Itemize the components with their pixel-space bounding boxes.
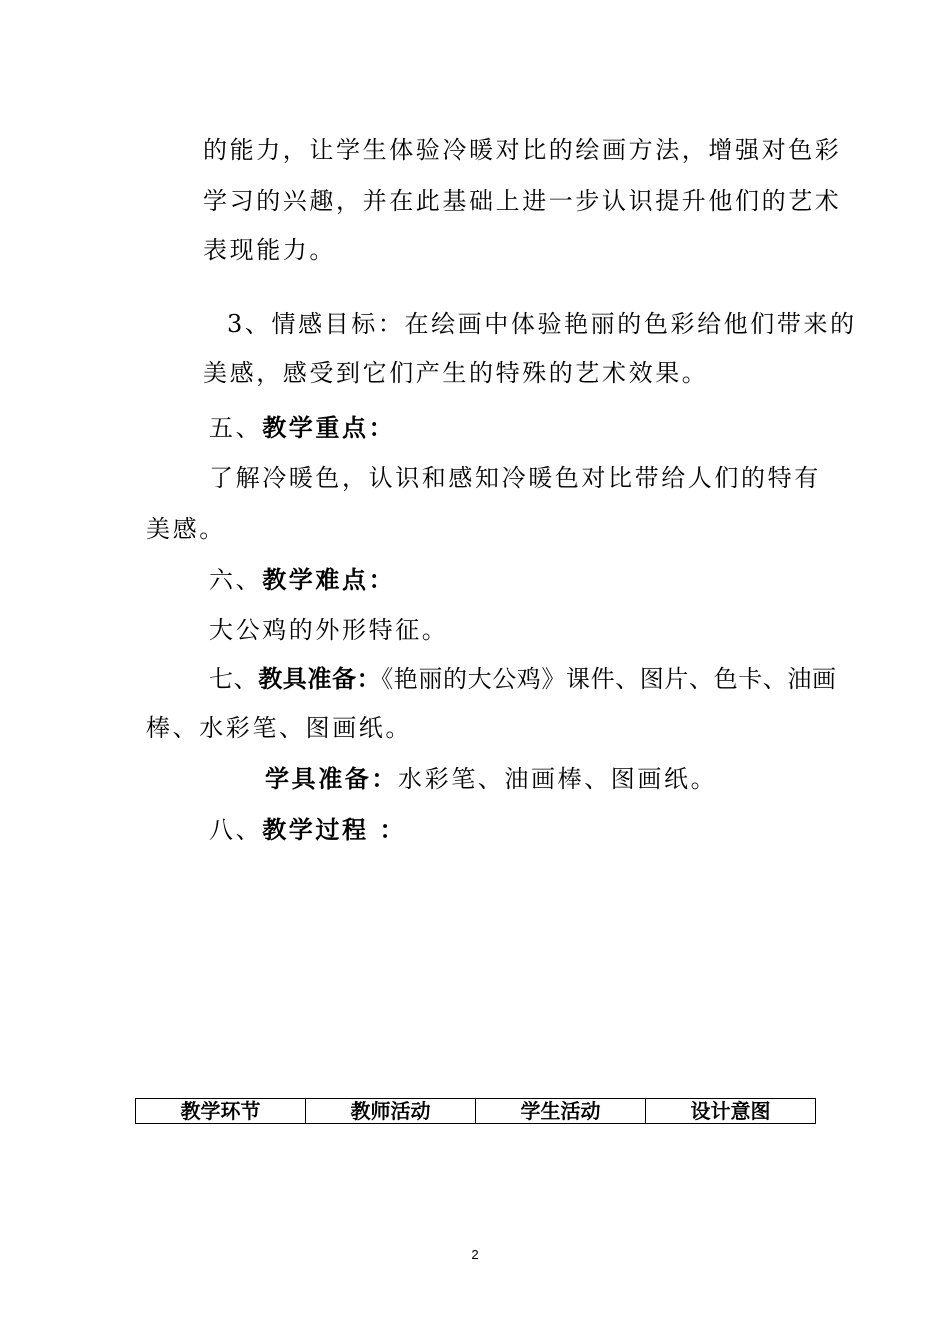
section-number: 七、: [209, 665, 259, 693]
difficulties-line-1: 大公鸡的外形特征。: [209, 616, 449, 644]
teaching-aids-line-1: [209, 664, 837, 694]
emotion-goal-line-2: 美感，感受到它们产生的特殊的艺术效果。: [203, 359, 709, 387]
section-number: 五、: [209, 414, 263, 442]
section-title: 教学难点：: [262, 565, 396, 594]
table-header-cell: 教师活动: [306, 1099, 476, 1124]
ability-line-1: 的能力，让学生体验冷暖对比的绘画方法，增强对色彩: [203, 136, 842, 164]
key-points-line-2: 美感。: [146, 515, 226, 543]
table-header-cell: 教学环节: [136, 1099, 306, 1124]
section-title: 教学重点：: [262, 413, 396, 442]
teaching-aids-text: 《艳丽的大公鸡》课件、图片、色卡、油画: [381, 665, 837, 693]
emotion-goal-line-1: 3、情感目标：在绘画中体验艳丽的色彩给他们带来的: [227, 310, 857, 338]
key-points-line-1: 了解冷暖色，认识和感知冷暖色对比带给人们的特有: [209, 464, 821, 492]
key-points-heading: [209, 413, 395, 443]
section-title: 教具准备：: [258, 664, 382, 693]
student-aids-text: 水彩笔、油画棒、图画纸。: [398, 765, 718, 793]
teaching-aids-line-2: 棒、水彩笔、图画纸。: [146, 714, 412, 742]
ability-line-3: 表现能力。: [203, 236, 336, 264]
section-title: 教学过程 ：: [262, 815, 407, 844]
difficulties-heading: [209, 565, 395, 595]
process-table: [135, 1098, 816, 1124]
process-heading: [209, 815, 406, 845]
section-title: 学具准备：: [265, 764, 398, 793]
ability-line-2: 学习的兴趣，并在此基础上进一步认识提升他们的艺术: [203, 187, 842, 215]
student-aids-line: [265, 764, 717, 794]
table-header-cell: 学生活动: [476, 1099, 646, 1124]
section-number: 八、: [209, 816, 263, 844]
section-number: 六、: [209, 566, 263, 594]
page-number: 2: [471, 1247, 479, 1262]
table-header-row: [136, 1099, 816, 1124]
table-header-cell: 设计意图: [646, 1099, 816, 1124]
